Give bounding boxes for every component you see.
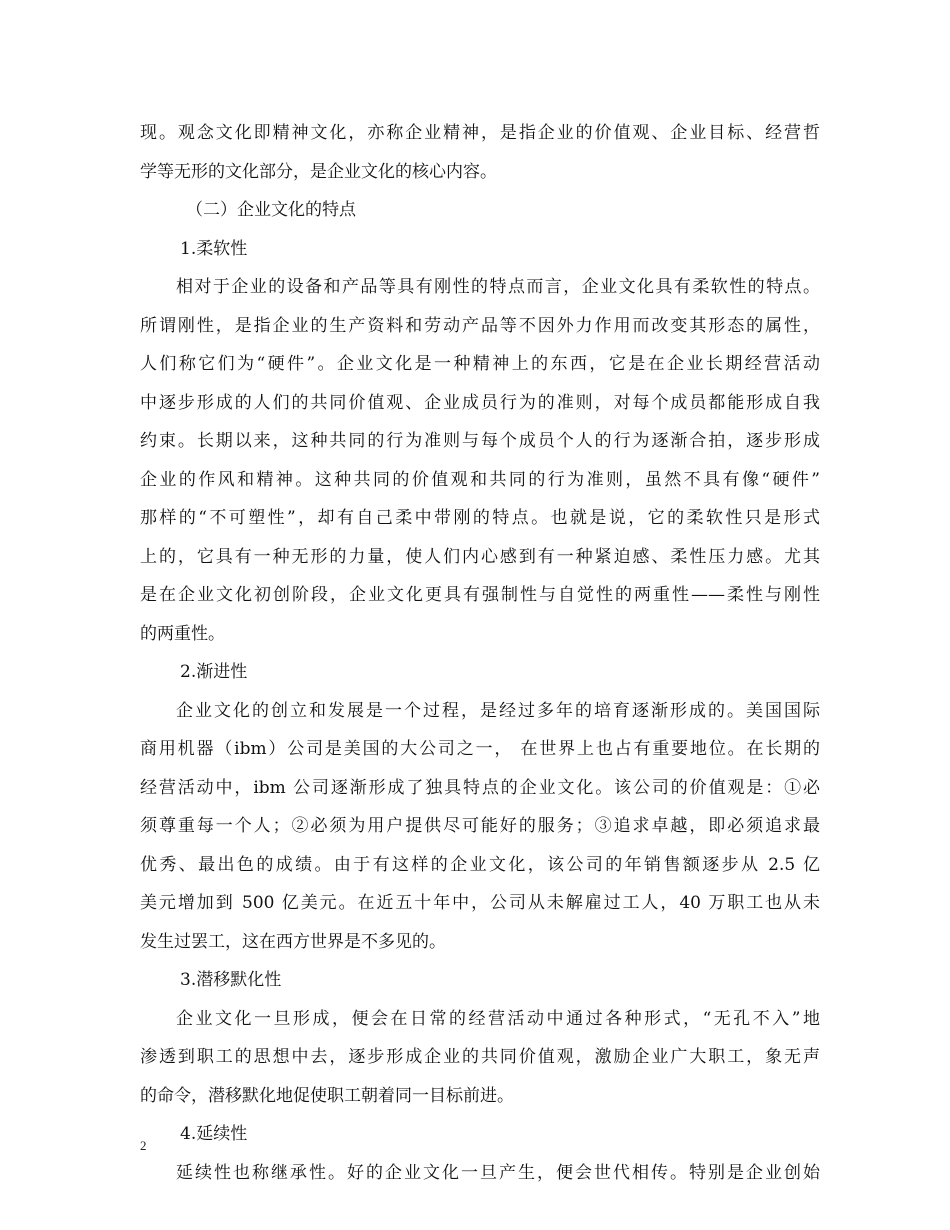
text-line: 的命令，潜移默化地促使职工朝着同一目标前进。 bbox=[140, 1085, 514, 1106]
text-line: 经营活动中，ibm 公司逐渐形成了独具特点的企业文化。该公司的价值观是：①必 bbox=[140, 777, 820, 798]
text-line: 学等无形的文化部分，是企业文化的核心内容。 bbox=[140, 161, 497, 182]
text-line: 商用机器（ibm）公司是美国的大公司之一， 在世界上也占有重要地位。在长期的 bbox=[140, 739, 820, 759]
paragraph-first-line: 延续性也称继承性。好的企业文化一旦产生，便会世代相传。特别是企业创始 bbox=[176, 1162, 820, 1183]
text-line: 人们称它们为“硬件”。企业文化是一种精神上的东西，它是在企业长期经营活动 bbox=[140, 354, 820, 374]
text-line: 所谓刚性，是指企业的生产资料和劳动产品等不因外力作用而改变其形态的属性， bbox=[140, 315, 820, 336]
subsection-heading: 2.渐进性 bbox=[180, 662, 248, 682]
paragraph-first-line: 相对于企业的设备和产品等具有刚性的特点而言，企业文化具有柔软性的特点。 bbox=[176, 277, 820, 297]
subsection-heading: 1.柔软性 bbox=[180, 238, 248, 259]
paragraph-first-line: 企业文化的创立和发展是一个过程，是经过多年的培育逐渐形成的。美国国际 bbox=[176, 700, 820, 721]
text-line: 中逐步形成的人们的共同价值观、企业成员行为的准则，对每个成员都能形成自我 bbox=[140, 392, 820, 413]
page-number: 2 bbox=[140, 1138, 147, 1153]
text-line: 那样的“不可塑性”，却有自己柔中带刚的特点。也就是说，它的柔软性只是形式 bbox=[140, 508, 820, 528]
body-text bbox=[140, 114, 820, 1192]
text-line: 企业的作风和精神。这种共同的价值观和共同的行为准则，虽然不具有像“硬件” bbox=[140, 469, 820, 490]
text-line: 现。观念文化即精神文化，亦称企业精神，是指企业的价值观、企业目标、经营哲 bbox=[140, 123, 820, 143]
section-heading: （二）企业文化的特点 bbox=[186, 200, 356, 220]
text-line: 美元增加到 500 亿美元。在近五十年中，公司从未解雇过工人，40 万职工也从未 bbox=[140, 893, 820, 913]
subsection-heading: 4.延续性 bbox=[180, 1124, 248, 1144]
text-line: 发生过罢工，这在西方世界是不多见的。 bbox=[140, 931, 446, 952]
text-line: 优秀、最出色的成绩。由于有这样的企业文化，该公司的年销售额逐步从 2.5 亿 bbox=[140, 854, 820, 875]
text-line: 上的，它具有一种无形的力量，使人们内心感到有一种紧迫感、柔性压力感。尤其 bbox=[140, 546, 820, 567]
text-line: 是在企业文化初创阶段，企业文化更具有强制性与自觉性的两重性——柔性与刚性 bbox=[140, 585, 820, 605]
text-line: 渗透到职工的思想中去，逐步形成企业的共同价值观，激励企业广大职工，象无声 bbox=[140, 1047, 820, 1067]
text-line: 须尊重每一个人；②必须为用户提供尽可能好的服务；③追求卓越，即必须追求最 bbox=[140, 816, 820, 836]
paragraph-first-line: 企业文化一旦形成，便会在日常的经营活动中通过各种形式，“无孔不入”地 bbox=[176, 1008, 820, 1029]
subsection-heading: 3.潜移默化性 bbox=[180, 970, 282, 990]
text-line: 的两重性。 bbox=[140, 623, 225, 644]
text-line: 约束。长期以来，这种共同的行为准则与每个成员个人的行为逐渐合拍，逐步形成 bbox=[140, 431, 820, 451]
